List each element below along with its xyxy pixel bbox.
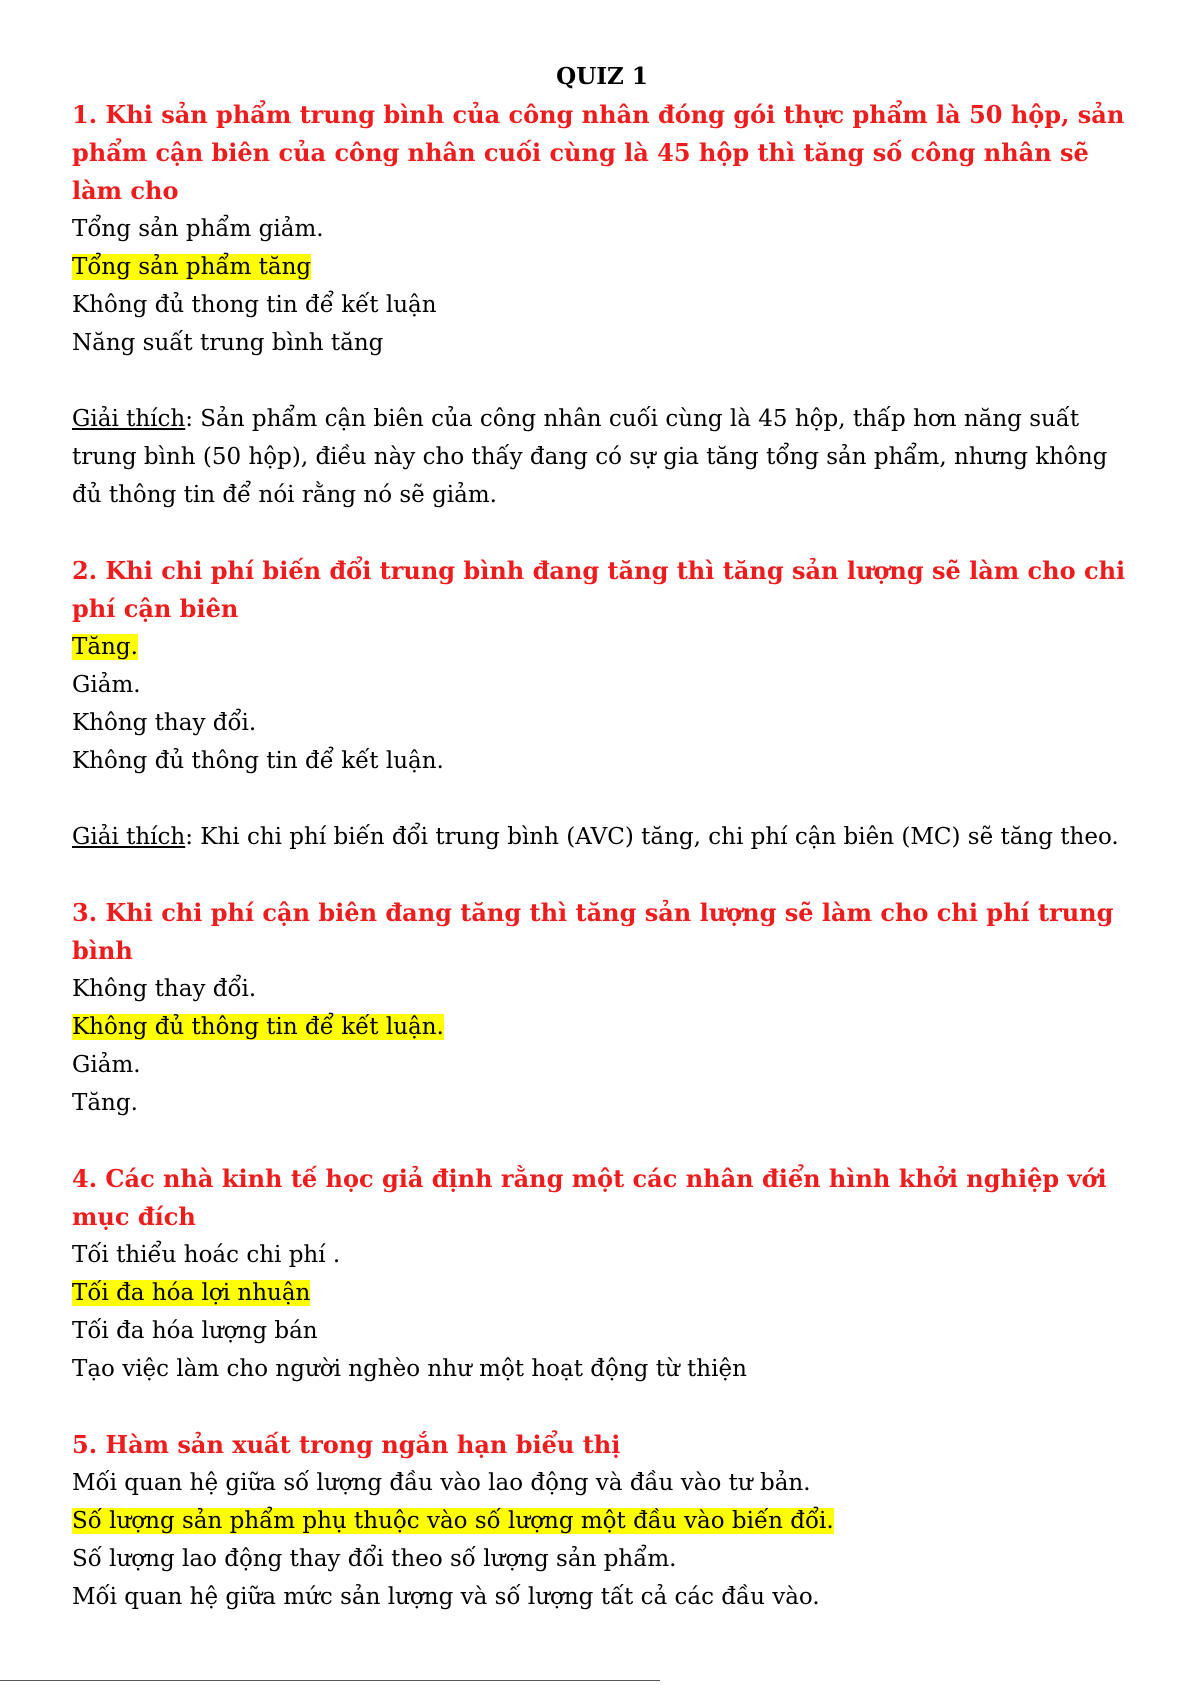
footer-divider [0,1680,660,1681]
answer-option: Tổng sản phẩm giảm. [72,216,324,242]
answer-option: Tạo việc làm cho người nghèo như một hoạt động từ thiện [72,1356,747,1382]
answer-option: Không đủ thông tin để kết luận. [72,748,444,774]
answer-option-correct: Không đủ thông tin để kết luận. [72,1014,444,1040]
question-block-3 [72,894,1132,1160]
question-block-2 [72,552,1132,894]
explanation [72,400,1132,514]
quiz-page [72,58,1132,1616]
explanation-label: Giải thích [72,824,186,850]
question-text: 5. Hàm sản xuất trong ngắn hạn biểu thị [72,1430,621,1459]
question-block-5 [72,1426,1132,1616]
answer-option-correct: Tổng sản phẩm tăng [72,254,312,280]
answer-option: Mối quan hệ giữa số lượng đầu vào lao động và đầu vào tư bản. [72,1470,811,1496]
answer-option: Tăng. [72,1090,138,1116]
question-text: 1. Khi sản phẩm trung bình của công nhân đóng gói thực phẩm là 50 hộp, sản phẩm cận biên của công nhân cuối cùng là 45 hộp thì tăng số công nhân sẽ làm cho [72,100,1125,205]
question-text: 3. Khi chi phí cận biên đang tăng thì tăng sản lượng sẽ làm cho chi phí trung bình [72,898,1114,965]
question-block-4 [72,1160,1132,1426]
answer-option: Giảm. [72,1052,141,1078]
answer-option: Năng suất trung bình tăng [72,330,384,356]
answer-option: Giảm. [72,672,141,698]
explanation-text: : Khi chi phí biến đổi trung bình (AVC) tăng, chi phí cận biên (MC) sẽ tăng theo. [185,824,1119,850]
answer-option: Không thay đổi. [72,976,257,1002]
answer-option-correct: Tăng. [72,634,138,660]
answer-option-correct: Tối đa hóa lợi nhuận [72,1280,311,1306]
explanation-label: Giải thích [72,406,186,432]
answer-option-correct: Số lượng sản phẩm phụ thuộc vào số lượng một đầu vào biến đổi. [72,1508,834,1534]
answer-option: Tối đa hóa lượng bán [72,1318,318,1344]
explanation-text: : Sản phẩm cận biên của công nhân cuối cùng là 45 hộp, thấp hơn năng suất trung bình (50 hộp), điều này cho thấy đang có sự gia tăng tổng sản phẩm, nhưng không đủ thông tin để nói rằng nó sẽ giảm. [72,406,1108,508]
answer-option: Mối quan hệ giữa mức sản lượng và số lượng tất cả các đầu vào. [72,1584,820,1610]
answer-option: Tối thiểu hoác chi phí . [72,1242,341,1268]
answer-option: Số lượng lao động thay đổi theo số lượng sản phẩm. [72,1546,677,1572]
question-text: 2. Khi chi phí biến đổi trung bình đang tăng thì tăng sản lượng sẽ làm cho chi phí cận biên [72,556,1126,623]
answer-option: Không đủ thong tin để kết luận [72,292,437,318]
question-block-1 [72,96,1132,552]
answer-option: Không thay đổi. [72,710,257,736]
page-title: QUIZ 1 [556,63,648,90]
question-text: 4. Các nhà kinh tế học giả định rằng một các nhân điển hình khởi nghiệp với mục đích [72,1164,1107,1231]
explanation [72,818,1132,856]
